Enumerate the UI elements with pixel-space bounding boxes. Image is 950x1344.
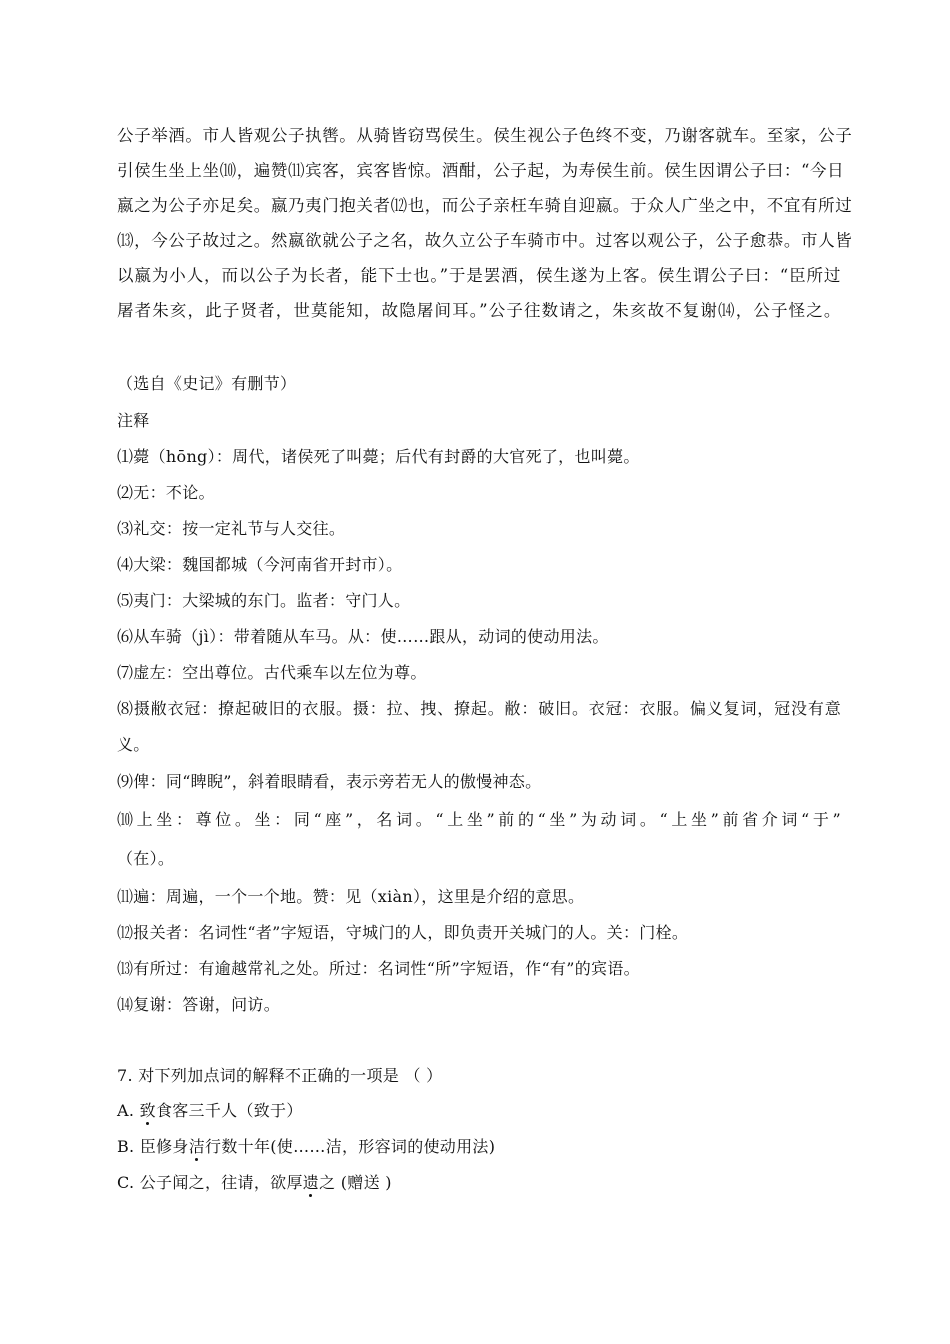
note-item-continuation: 义。	[117, 735, 150, 754]
note-item: ⑽上坐：尊位。坐：同“座”，名词。“上坐”前的“坐”为动词。“上坐”前省介词“于”	[117, 810, 841, 829]
note-item: ⑼俾：同“睥睨”，斜着眼睛看，表示旁若无人的傲慢神态。	[117, 772, 542, 791]
note-item: ⑷大梁：魏国都城（今河南省开封市）。	[117, 555, 403, 574]
option-a-prefix: A.	[117, 1101, 140, 1120]
dotted-word: 遗	[302, 1173, 320, 1192]
passage-line: 引侯生坐上坐⑽，遍赞⑾宾客，宾客皆惊。酒酣，公子起，为寿侯生前。侯生因谓公子曰：“今日	[117, 161, 845, 180]
passage-line: 以嬴为小人，而以公子为长者，能下士也。”于是罢酒，侯生遂为上客。侯生谓公子曰：“臣所过	[117, 266, 841, 285]
dotted-word: 洁	[188, 1137, 206, 1156]
option-c-text: 之 (赠送 )	[319, 1173, 392, 1192]
source-citation: （选自《史记》有删节）	[117, 374, 297, 393]
note-item: ⑿报关者：名词性“者”字短语，守城门的人，即负责开关城门的人。关：门栓。	[117, 923, 689, 942]
note-item: ⑸夷门：大梁城的东门。监者：守门人。	[117, 591, 411, 610]
option-a-text: 食客三千人（致于）	[155, 1101, 303, 1120]
note-item: ⒁复谢：答谢，问访。	[117, 995, 281, 1014]
notes-heading: 注释	[117, 411, 150, 430]
note-item: ⑶礼交：按一定礼节与人交往。	[117, 519, 346, 538]
option-b	[117, 1136, 495, 1158]
option-b-prefix: B. 臣修身	[117, 1137, 189, 1156]
note-item: ⑵无：不论。	[117, 483, 215, 502]
note-item: ⒀有所过：有逾越常礼之处。所过：名词性“所”字短语，作“有”的宾语。	[117, 959, 640, 978]
note-item: ⑾遍：周遍，一个一个地。赞：见（xiàn），这里是介绍的意思。	[117, 887, 585, 906]
note-item: ⑹从车骑（jì）：带着随从车马。从：使……跟从，动词的使动用法。	[117, 627, 609, 646]
dotted-word: 致	[139, 1101, 156, 1120]
note-item: ⑻摄敝衣冠：撩起破旧的衣服。摄：拉、拽、撩起。敝：破旧。衣冠：衣服。偏义复词，冠没有意	[117, 699, 841, 718]
note-item: ⑺虚左：空出尊位。古代乘车以左位为尊。	[117, 663, 427, 682]
passage-line: ⒀，今公子故过之。然嬴欲就公子之名，故久立公子车骑市中。过客以观公子，公子愈恭。市人皆	[117, 231, 853, 250]
passage-paragraph	[117, 118, 853, 328]
option-b-text: 行数十年(使……洁，形容词的使动用法)	[205, 1137, 496, 1156]
option-c-prefix: C. 公子闻之，往请，欲厚	[117, 1173, 303, 1192]
note-item: ⑴薨（hōng）：周代，诸侯死了叫薨；后代有封爵的大官死了，也叫薨。	[117, 447, 640, 466]
question-stem: 7. 对下列加点词的解释不正确的一项是 （ ）	[117, 1066, 443, 1085]
passage-line: 屠者朱亥，此子贤者，世莫能知，故隐屠间耳。”公子往数请之，朱亥故不复谢⒁，公子怪之。	[117, 301, 841, 320]
note-item-continuation: （在）。	[117, 849, 175, 868]
option-c	[117, 1172, 392, 1194]
passage-line: 公子举酒。市人皆观公子执辔。从骑皆窃骂侯生。侯生视公子色终不变，乃谢客就车。至家，公子	[117, 126, 853, 145]
option-a	[117, 1100, 303, 1122]
passage-line: 嬴之为公子亦足矣。嬴乃夷门抱关者⑿也，而公子亲枉车骑自迎嬴。于众人广坐之中，不宜有所过	[117, 196, 853, 215]
